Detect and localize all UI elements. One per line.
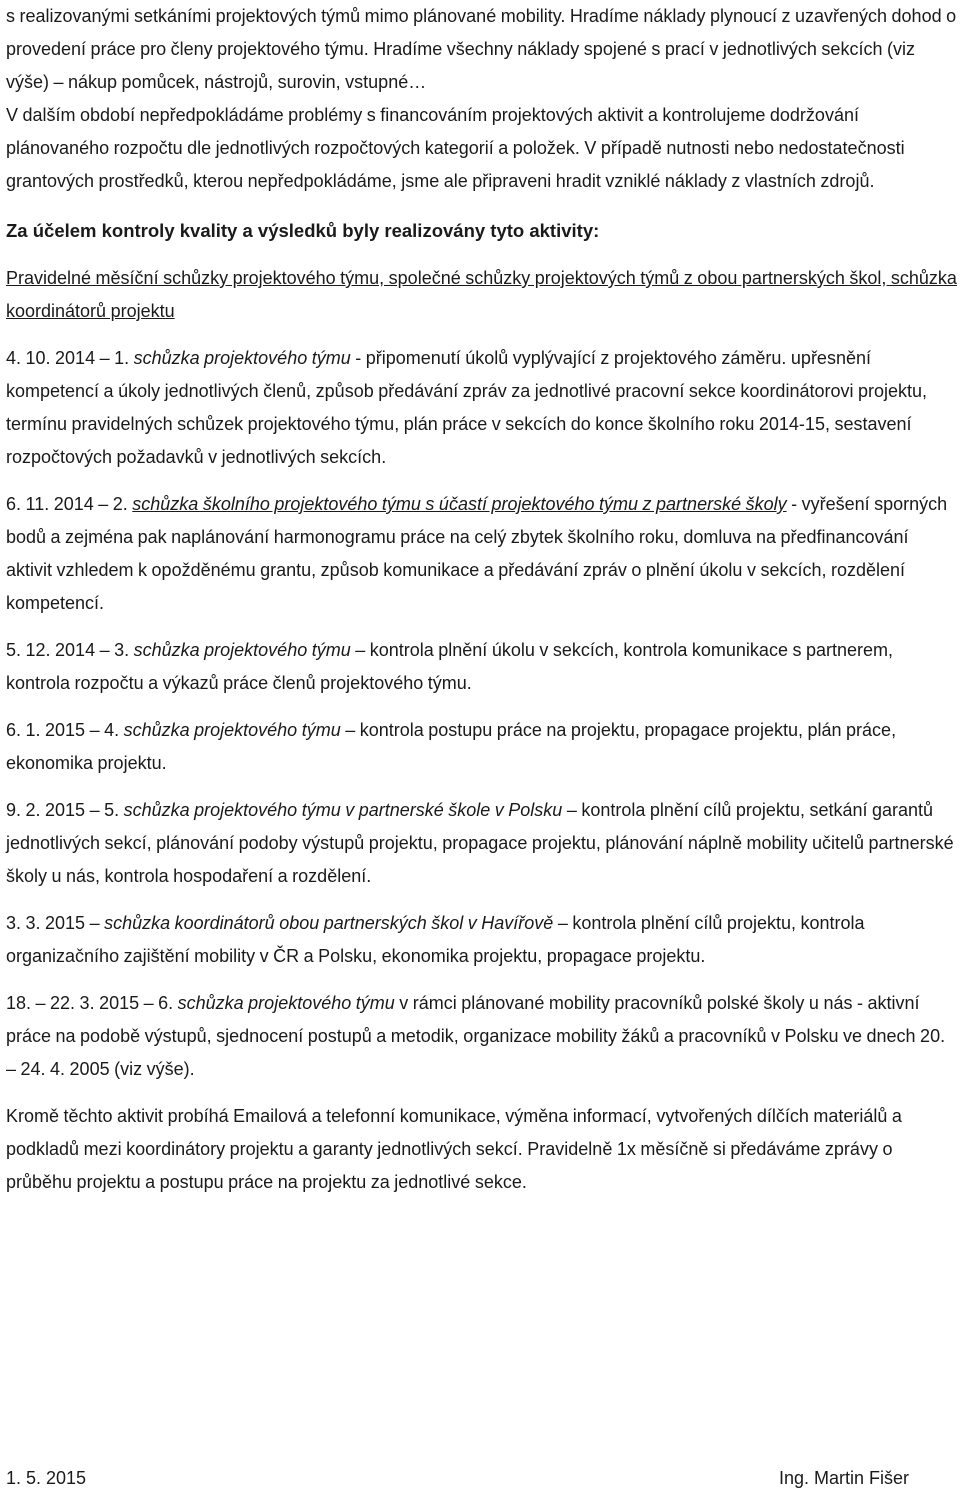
entry-text: – kontrola postupu práce na projektu, propagace projektu, plán práce, ekonomika projektu. [6, 720, 897, 773]
section-heading: Za účelem kontroly kvality a výsledků byly realizovány tyto aktivity: [6, 220, 600, 241]
section-subheading: Pravidelné měsíční schůzky projektového týmu, společné schůzky projektových týmů z obou partnerských škol, schůzka koordinátorů projektu [6, 268, 957, 321]
entry-date: 5. 12. 2014 – 3. [6, 640, 134, 660]
meeting-entry-3 [6, 634, 958, 700]
meeting-entry-4 [6, 714, 958, 780]
entry-date: 18. – 22. 3. 2015 – 6. [6, 993, 178, 1013]
entry-text: - připomenutí úkolů vyplývající z projektového záměru. upřesnění kompetencí a úkoly jednotlivých členů, způsob předávání zpráv za jednotlivé pracovní sekce koordinátorovi projektu, termínu pravidelných schůzek projektového týmu, plán práce v sekcích do konce školního roku 2014-15, sestavení rozpočtových požadavků v jednotlivých sekcích. [6, 348, 928, 467]
entry-title: schůzka projektového týmu [177, 993, 395, 1013]
entry-title: schůzka projektového týmu v partnerské škole v Polsku [123, 800, 563, 820]
document-page [6, 0, 958, 1199]
entry-title: schůzka koordinátorů obou partnerských škol v Havířově [104, 913, 554, 933]
entry-text: - vyřešení sporných bodů a zejména pak naplánování harmonogramu práce na celý zbytek školního roku, domluva na předfinancování aktivit vzhledem k opožděnému grantu, způsob komunikace a předávání zpráv o plnění úkolu v sekcích, rozdělení kompetencí. [6, 494, 948, 613]
entry-title: schůzka projektového týmu [123, 720, 341, 740]
intro-paragraph-2: V dalším období nepředpokládáme problémy s financováním projektových aktivit a kontrolujeme dodržování plánovaného rozpočtu dle jednotlivých rozpočtových kategorií a položek. V případě nutnosti nebo nedostatečnosti grantových prostředků, kterou nepředpokládáme, jsme ale připraveni hradit vzniklé náklady z vlastních zdrojů. [6, 105, 905, 191]
entry-title: schůzka projektového týmu [133, 640, 351, 660]
closing-paragraph: Kromě těchto aktivit probíhá Emailová a telefonní komunikace, výměna informací, vytvořených dílčích materiálů a podkladů mezi koordinátory projektu a garanty jednotlivých sekcí. Pravidelně 1x měsíčně si předáváme zprávy o průběhu projektu a postupu práce na projektu za jednotlivé sekce. [6, 1106, 902, 1192]
entry-date: 3. 3. 2015 – [6, 913, 105, 933]
intro-paragraph-1: s realizovanými setkáními projektových týmů mimo plánované mobility. Hradíme náklady plynoucí z uzavřených dohod o provedení práce pro členy projektového týmu. Hradíme všechny náklady spojené s prací v jednotlivých sekcích (viz výše) – nákup pomůcek, nástrojů, surovin, vstupné… [6, 6, 957, 92]
meeting-entry-2 [6, 488, 958, 620]
entry-date: 6. 1. 2015 – 4. [6, 720, 124, 740]
entry-text: v rámci plánované mobility pracovníků polské školy u nás - aktivní práce na podobě výstupů, sjednocení postupů a metodik, organizace mobility žáků a pracovníků v Polsku ve dnech 20. – 24. 4. 2005 (viz výše). [6, 993, 946, 1079]
footer-signature: Ing. Martin Fišer [778, 1468, 909, 1488]
entry-date: 9. 2. 2015 – 5. [6, 800, 124, 820]
entry-date: 4. 10. 2014 – 1. [6, 348, 134, 368]
entry-text: – kontrola plnění cílů projektu, kontrola organizačního zajištění mobility v ČR a Polsku, ekonomika projektu, propagace projektu. [6, 913, 865, 966]
footer-date: 1. 5. 2015 [6, 1468, 87, 1488]
meeting-entry-5 [6, 794, 958, 893]
entry-date: 6. 11. 2014 – 2. [6, 494, 133, 514]
meeting-entry-7 [6, 987, 958, 1086]
entry-title: schůzka školního projektového týmu s účastí projektového týmu z partnerské školy [132, 494, 787, 514]
entry-text: – kontrola plnění úkolu v sekcích, kontrola komunikace s partnerem, kontrola rozpočtu a výkazů práce členů projektového týmu. [6, 640, 893, 693]
meeting-entry-6 [6, 907, 958, 973]
entry-text: – kontrola plnění cílů projektu, setkání garantů jednotlivých sekcí, plánování podoby výstupů projektu, propagace projektu, plánování náplně mobility učitelů partnerské školy u nás, kontrola hospodaření a rozdělení. [6, 800, 954, 886]
meeting-entry-1 [6, 342, 958, 474]
entry-title: schůzka projektového týmu [133, 348, 351, 368]
